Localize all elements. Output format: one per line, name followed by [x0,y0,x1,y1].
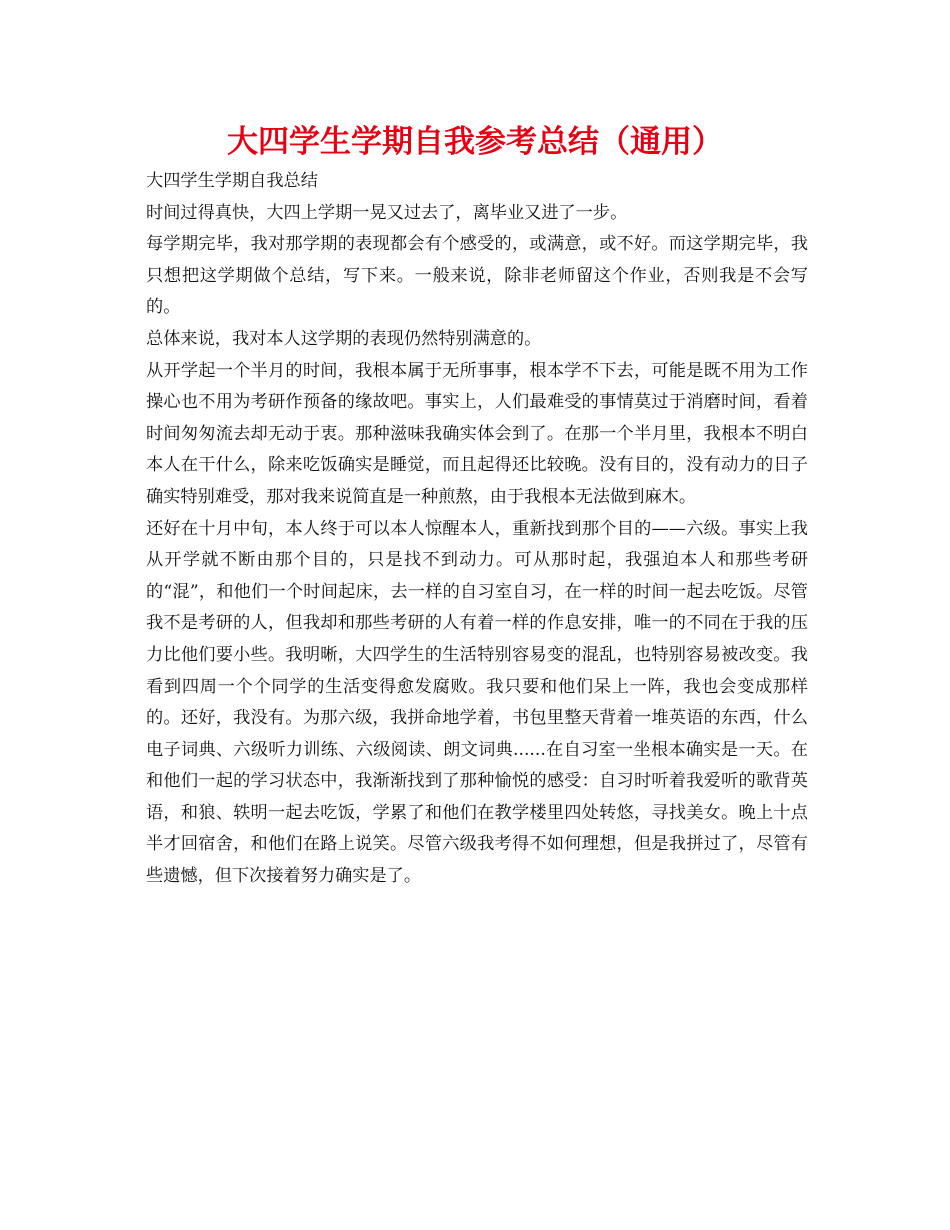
body-paragraph: 还好在十月中旬，本人终于可以本人惊醒本人，重新找到那个目的——六级。事实上我从开学就不断由那个目的，只是找不到动力。可从那时起，我强迫本人和那些考研的“混”，和他们一个时间起床，去一样的自习室自习，在一样的时间一起去吃饭。尽管我不是考研的人，但我却和那些考研的人有着一样的作息安排，唯一的不同在于我的压力比他们要小些。我明晰，大四学生的生活特别容易变的混乱，也特别容易被改变。我看到四周一个个同学的生活变得愈发腐败。我只要和他们呆上一阵，我也会变成那样的。还好，我没有。为那六级，我拼命地学着，书包里整天背着一堆英语的东西，什么电子词典、六级听力训练、六级阅读、朗文词典......在自习室一坐根本确实是一天。在和他们一起的学习状态中，我渐渐找到了那种愉悦的感受：自习时听着我爱听的歌背英语，和狼、轶明一起去吃饭，学累了和他们在教学楼里四处转悠，寻找美女。晚上十点半才回宿舍，和他们在路上说笑。尽管六级我考得不如何理想，但是我拼过了，尽管有些遗憾，但下次接着努力确实是了。 [146,518,808,887]
body-paragraph: 每学期完毕，我对那学期的表现都会有个感受的，或满意，或不好。而这学期完毕，我只想把这学期做个总结，写下来。一般来说，除非老师留这个作业，否则我是不会写的。 [146,234,808,318]
body-paragraph: 从开学起一个半月的时间，我根本属于无所事事，根本学不下去，可能是既不用为工作操心也不用为考研作预备的缘故吧。事实上，人们最难受的事情莫过于消磨时间，看着时间匆匆流去却无动于衷。那种滋味我确实体会到了。在那一个半月里，我根本不明白本人在干什么，除来吃饭确实是睡觉，而且起得还比较晚。没有目的，没有动力的日子确实特别难受，那对我来说简直是一种煎熬，由于我根本无法做到麻木。 [146,360,808,507]
document-body [146,166,808,893]
document-title: 大四学生学期自我参考总结（通用） [227,124,723,160]
body-paragraph: 总体来说，我对本人这学期的表现仍然特别满意的。 [146,328,542,349]
body-paragraph: 时间过得真快，大四上学期一晃又过去了，离毕业又进了一步。 [146,202,628,223]
subtitle-paragraph: 大四学生学期自我总结 [146,171,318,191]
